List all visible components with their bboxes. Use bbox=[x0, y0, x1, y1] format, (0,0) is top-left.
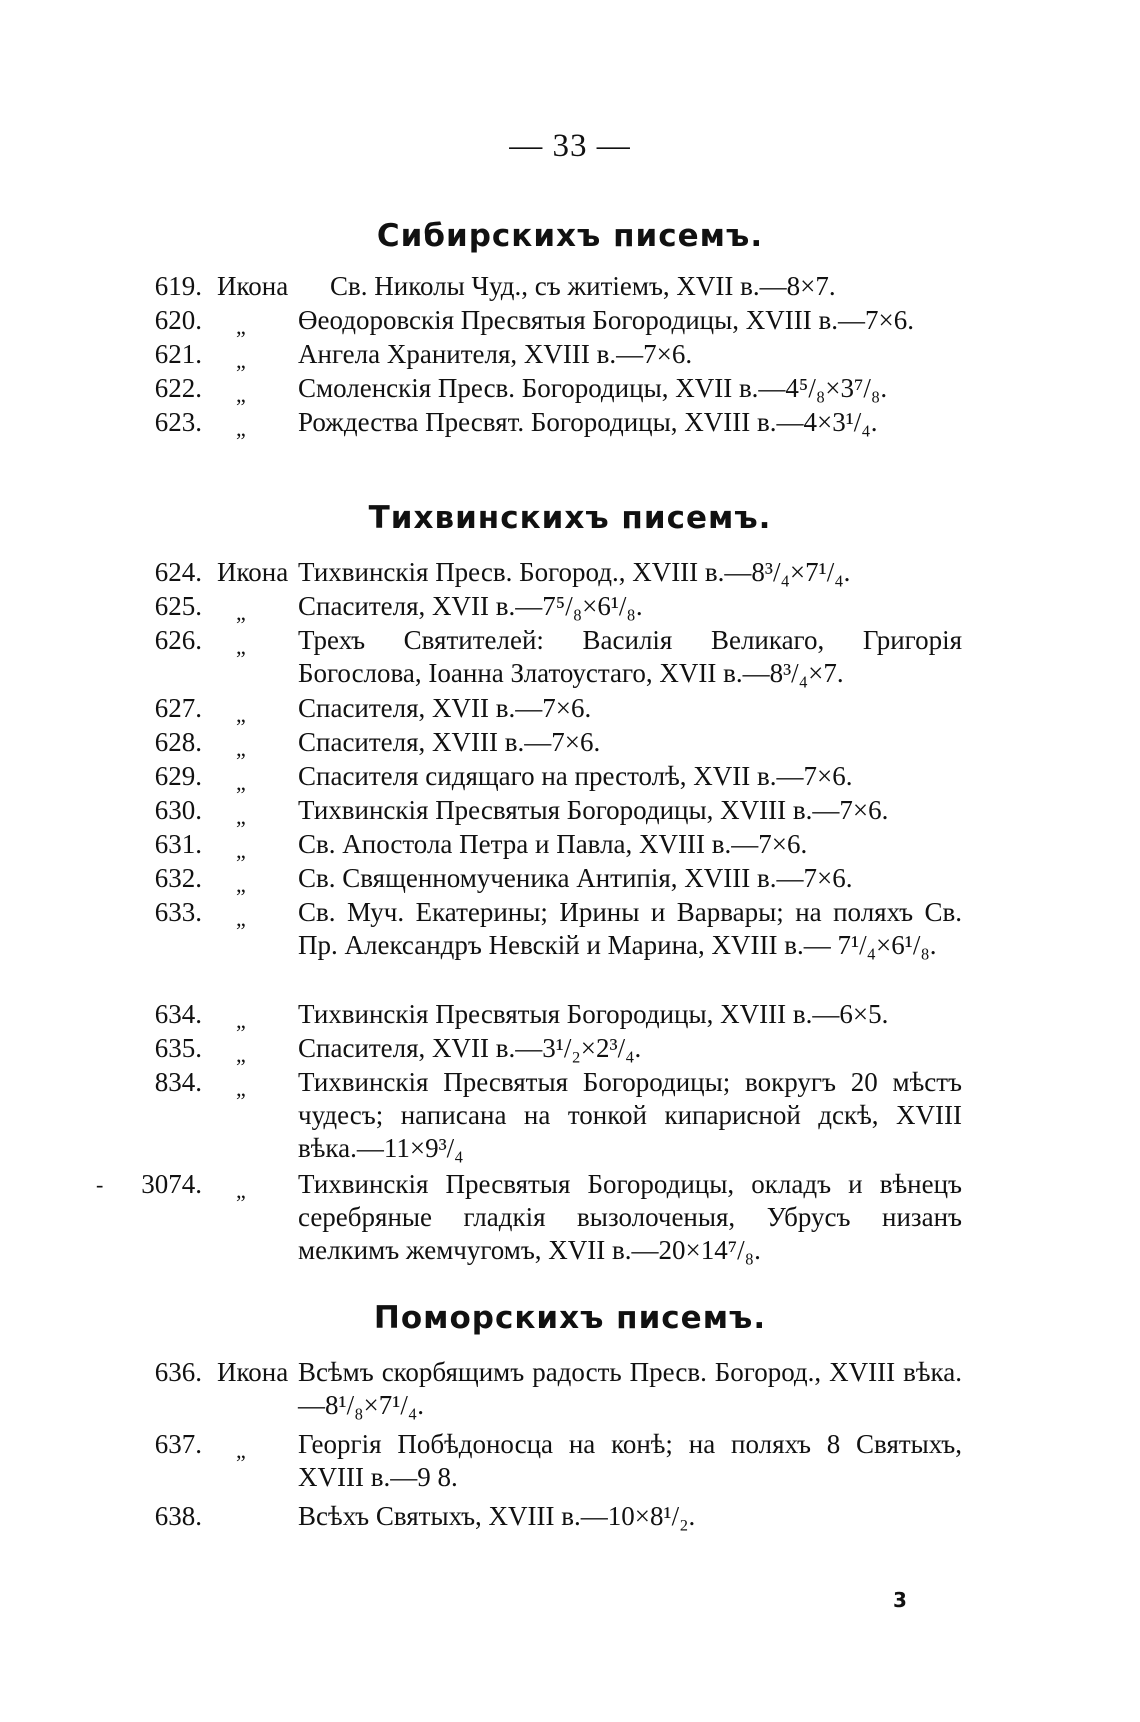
item-text: Тихвинскія Пресвятыя Богородицы, XVIII в.—6×5. bbox=[298, 999, 889, 1029]
item-number: 633. bbox=[154, 897, 202, 927]
item-text: Спасителя, XVII в.—7×6. bbox=[298, 693, 592, 723]
item-number: 628. bbox=[154, 727, 202, 757]
item-number: 630. bbox=[154, 795, 202, 825]
item-text: Ангела Хранителя, XVIII в.—7×6. bbox=[298, 339, 693, 369]
ditto-mark: „ bbox=[236, 770, 246, 795]
item-number: 632. bbox=[154, 863, 202, 893]
item-number: 637. bbox=[154, 1429, 202, 1459]
ditto-mark: „ bbox=[236, 906, 246, 931]
item-number: 631. bbox=[154, 829, 202, 859]
item-number: 624. bbox=[154, 557, 202, 587]
item-number: 629. bbox=[154, 761, 202, 791]
item-number: 627. bbox=[154, 693, 202, 723]
item-lead: Икона bbox=[217, 271, 289, 301]
item-number: 620. bbox=[154, 305, 202, 335]
item-lead: Икона bbox=[217, 557, 289, 587]
item-number: 638. bbox=[154, 1501, 202, 1531]
item-number: 622. bbox=[154, 373, 202, 403]
item-text: Өеодоровскія Пресвятыя Богородицы, XVIII в.—7×6. bbox=[298, 305, 914, 335]
page-number: — 33 — bbox=[509, 128, 631, 164]
section-title-tikhvin: Тихвинскихъ писемъ. bbox=[368, 500, 772, 536]
item-number: 619. bbox=[154, 271, 202, 301]
ditto-mark: „ bbox=[236, 314, 246, 339]
item-number: 634. bbox=[154, 999, 202, 1029]
item-number: 834. bbox=[154, 1067, 202, 1097]
item-number: 621. bbox=[154, 339, 202, 369]
item-lead: Икона bbox=[217, 1357, 289, 1387]
item-text: Рождества Пресвят. Богородицы, XVIII в.—4×3¹/₄. bbox=[298, 407, 878, 437]
item-text: Св. Муч. Екатерины; Ирины и Варвары; на поляхъ Св. Пр. Александръ Невскій и Марина, XVIII в.— 7¹/₄×6¹/₈. bbox=[298, 897, 962, 960]
item-text: Трехъ Святителей: Василія Великаго, Григорія Богослова, Іоанна Златоустаго, XVII в.—8³/₄×7. bbox=[298, 625, 962, 688]
ditto-mark: „ bbox=[236, 1076, 246, 1101]
ditto-mark: „ bbox=[236, 702, 246, 727]
item-text: Тихвинскія Пресв. Богород., XVIII в.—8³/₄×7¹/₄. bbox=[298, 557, 851, 587]
item-text: Св. Апостола Петра и Павла, XVIII в.—7×6. bbox=[298, 829, 808, 859]
ditto-mark: „ bbox=[236, 804, 246, 829]
ditto-mark: „ bbox=[236, 1438, 246, 1463]
section-title-siberian: Сибирскихъ писемъ. bbox=[376, 218, 764, 254]
item-text: Всѣхъ Святыхъ, XVIII в.—10×8¹/₂. bbox=[298, 1501, 696, 1531]
ditto-mark: „ bbox=[236, 600, 246, 625]
ditto-mark: „ bbox=[236, 838, 246, 863]
item-number: 625. bbox=[154, 591, 202, 621]
ditto-mark: „ bbox=[236, 872, 246, 897]
ditto-mark: „ bbox=[236, 1042, 246, 1067]
item-number: 636. bbox=[154, 1357, 202, 1387]
item-text: Св. Николы Чуд., съ житіемъ, XVII в.—8×7. bbox=[330, 271, 836, 301]
item-text: Тихвинскія Пресвятыя Богородицы, окладъ и вѣнецъ серебряные гладкія вызолоченыя, Убрусъ низанъ мелкимъ жемчугомъ, XVII в.—20×14⁷/₈. bbox=[298, 1169, 962, 1265]
item-number: 626. bbox=[154, 625, 202, 655]
printer-signature-mark: 3 bbox=[893, 1588, 907, 1612]
item-number: 3074. bbox=[141, 1169, 202, 1199]
item-text: Спасителя, XVII в.—7⁵/₈×6¹/₈. bbox=[298, 591, 643, 621]
ditto-mark: „ bbox=[236, 1008, 246, 1033]
ditto-mark: „ bbox=[236, 416, 246, 441]
item-text: Тихвинскія Пресвятыя Богородицы; вокругъ 20 мѣстъ чудесъ; написана на тонкой кипарисной дскѣ, XVIII вѣка.—11×9³/₄ bbox=[298, 1067, 962, 1163]
item-text: Смоленскія Пресв. Богородицы, XVII в.—4⁵/₈×3⁷/₈. bbox=[298, 373, 888, 403]
ditto-mark: „ bbox=[236, 1178, 246, 1203]
ditto-mark: „ bbox=[236, 736, 246, 761]
section-title-pomor: Поморскихъ писемъ. bbox=[373, 1300, 767, 1336]
item-number: 635. bbox=[154, 1033, 202, 1063]
ditto-mark: „ bbox=[236, 348, 246, 373]
ditto-mark: „ bbox=[236, 382, 246, 407]
ditto-mark: „ bbox=[236, 634, 246, 659]
item-text: Спасителя, XVIII в.—7×6. bbox=[298, 727, 601, 757]
margin-dot: - bbox=[96, 1172, 104, 1197]
item-text: Спасителя сидящаго на престолѣ, XVII в.—7×6. bbox=[298, 761, 853, 791]
item-text: Спасителя, XVII в.—3¹/₂×2³/₄. bbox=[298, 1033, 642, 1063]
item-text: Св. Священномученика Антипія, XVIII в.—7×6. bbox=[298, 863, 853, 893]
item-text: Всѣмъ скорбящимъ радость Пресв. Богород., XVIII вѣка.—8¹/₈×7¹/₄. bbox=[298, 1357, 962, 1420]
item-text: Тихвинскія Пресвятыя Богородицы, XVIII в.—7×6. bbox=[298, 795, 889, 825]
item-number: 623. bbox=[154, 407, 202, 437]
item-text: Георгія Побѣдоносца на конѣ; на поляхъ 8 Святыхъ, XVIII в.—9 8. bbox=[298, 1429, 962, 1492]
